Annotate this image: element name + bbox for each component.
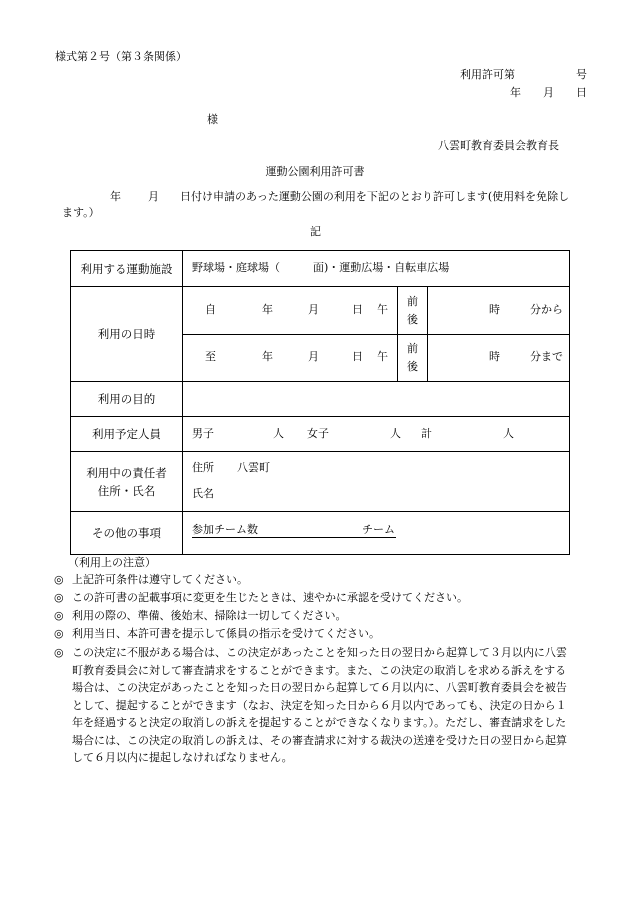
permit-table — [70, 250, 570, 555]
to-month: 月 — [308, 350, 319, 363]
total-label: 計 — [421, 427, 432, 440]
note-item-5-line: 場合は、この決定があったことを知った日の翌日から起算して６月以内に、八雲町教育委員会を被告 — [72, 681, 567, 694]
male-label: 男子 — [192, 427, 214, 440]
female-label: 女子 — [307, 427, 329, 440]
note-item-3: 利用の際の、準備、後始末、掃除は一切してください。 — [72, 609, 347, 622]
from-month: 月 — [308, 303, 319, 316]
other-label: その他の事項 — [92, 526, 161, 540]
other-label-cell — [71, 512, 183, 554]
to-hour: 時 — [489, 350, 500, 363]
from-day: 日 — [352, 303, 363, 316]
intro-text-line2: ます。） — [62, 206, 100, 219]
teams-unit: チーム — [362, 523, 395, 536]
bullet-icon: ◎ — [54, 627, 64, 640]
note-item-4: 利用当日、本許可書を提示して係員の指示を受けてください。 — [72, 627, 380, 640]
datetime-to-row — [183, 334, 569, 381]
responsible-label-cell — [71, 452, 183, 511]
from-pm: 後 — [407, 312, 418, 326]
note-item-5-line: して６月以内に提起しなければなりません。 — [72, 751, 293, 764]
purpose-label-cell — [71, 382, 183, 416]
purpose-value-cell — [183, 382, 569, 416]
facility-row — [71, 251, 569, 286]
datetime-row — [71, 286, 569, 381]
bullet-icon: ◎ — [54, 573, 64, 586]
from-year: 年 — [262, 303, 273, 316]
to-minute: 分まで — [530, 350, 563, 363]
responsible-label-line2: 住所・氏名 — [97, 483, 156, 498]
other-value-cell — [183, 512, 569, 554]
to-pm: 後 — [407, 360, 418, 373]
address-value: 八雲町 — [237, 461, 270, 474]
male-unit: 人 — [273, 427, 284, 440]
datetime-value-cell — [183, 287, 569, 381]
to-day: 日 — [352, 350, 363, 363]
intro-year: 年 — [110, 190, 121, 203]
to-ampm-cell — [397, 335, 428, 381]
to-am: 前 — [407, 342, 418, 355]
people-label-cell — [71, 417, 183, 451]
datetime-label-cell — [71, 287, 183, 381]
note-item-2: この許可書の記載事項に変更を生じたときは、速やかに承認を受けてください。 — [72, 591, 468, 604]
issue-date-year: 年 — [510, 86, 521, 99]
note-item-5-line: 年を経過すると決定の取消しの訴えを提起することができなくなります。）。ただし、審査請求をした — [72, 716, 567, 729]
facility-label-cell — [71, 251, 183, 286]
to-year: 年 — [262, 350, 273, 363]
teams-label: 参加チーム数 — [192, 523, 258, 536]
from-am: 前 — [407, 294, 418, 308]
other-row — [71, 511, 569, 554]
bullet-icon: ◎ — [54, 646, 64, 659]
issue-date-month: 月 — [543, 86, 554, 99]
note-item-5-line: 場合には、この決定の取消しの訴えは、その審査請求に対する裁決の送達を受けた日の翌日から起算 — [72, 733, 567, 747]
issuer: 八雲町教育委員会教育長 — [438, 139, 559, 152]
datetime-from-row — [183, 287, 569, 334]
purpose-label: 利用の目的 — [97, 392, 156, 406]
responsible-label-line1: 利用中の責任者 — [86, 465, 167, 480]
note-item-1: 上記許可条件は遵守してください。 — [72, 573, 248, 586]
people-label: 利用予定人員 — [92, 427, 161, 441]
bullet-icon: ◎ — [54, 609, 64, 622]
from-ampm-cell — [397, 287, 428, 334]
note-item-5-line: として、提起することができます（なお、決定を知った日から６月以内であっても、決定の日から１ — [72, 698, 567, 712]
from-go: 午 — [377, 303, 388, 316]
address-label: 住所 — [192, 461, 214, 474]
issue-date-day: 日 — [576, 86, 587, 99]
note-item-5 — [72, 644, 567, 767]
female-unit: 人 — [390, 427, 401, 440]
people-row — [71, 416, 569, 451]
facility-label: 利用する運動施設 — [80, 261, 173, 276]
permit-number-suffix: 号 — [576, 68, 587, 81]
ki-mark: 記 — [310, 225, 321, 238]
notes-heading: （利用上の注意） — [68, 556, 156, 569]
permit-number-prefix: 利用許可第 — [460, 68, 515, 81]
purpose-row — [71, 381, 569, 416]
form-number: 様式第２号（第３条関係） — [55, 50, 187, 63]
responsible-value-cell — [183, 452, 569, 511]
facility-value-cell — [183, 251, 569, 286]
from-hour: 時 — [489, 303, 500, 316]
name-label: 氏名 — [192, 487, 214, 500]
intro-month: 月 — [148, 190, 159, 203]
teams-underline — [192, 537, 396, 538]
to-go: 午 — [377, 350, 388, 363]
addressee-suffix: 様 — [207, 113, 218, 126]
intro-text-line1: 日付け申請のあった運動公園の利用を下記のとおり許可します(使用料を免除し — [180, 190, 570, 203]
bullet-icon: ◎ — [54, 591, 64, 604]
total-unit: 人 — [503, 427, 514, 440]
responsible-row — [71, 451, 569, 511]
note-item-5-line: この決定に不服がある場合は、この決定があったことを知った日の翌日から起算して３月以内に八雲 — [72, 646, 567, 659]
from-minute: 分から — [530, 303, 563, 316]
from-prefix: 自 — [205, 303, 216, 316]
note-item-5-line: 町教育委員会に対して審査請求をすることができます。また、この決定の取消しを求める訴えをする — [72, 663, 567, 677]
to-prefix: 至 — [205, 350, 216, 363]
people-value-cell — [183, 417, 569, 451]
facility-value: 野球場・庭球場（ 面)・運動広場・自転車広場 — [192, 261, 450, 274]
document-title: 運動公園利用許可書 — [265, 165, 365, 178]
datetime-label: 利用の日時 — [97, 327, 156, 341]
